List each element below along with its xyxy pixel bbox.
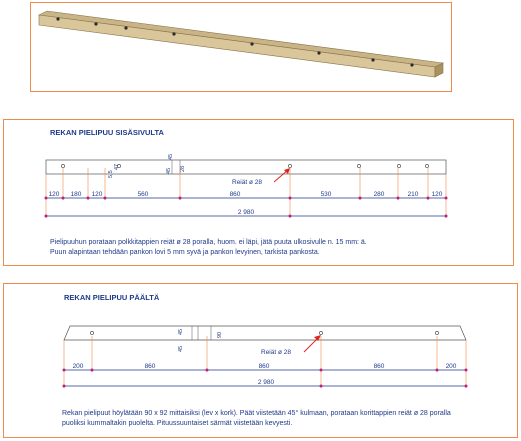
vertical-dim-label: 45	[178, 345, 184, 352]
side-hole	[288, 164, 291, 167]
dim-marker	[465, 369, 468, 372]
segment-dim-label: 860	[258, 363, 270, 370]
top-note-line2: puoliksi kummaltakin puolelta. Pituussuuntaiset särmät viistetään kevyesti.	[62, 420, 293, 427]
side-note-line1: Pielipuuhun porataan polkkitappien reiät ø 28 poralla, huom. ei läpi, jätä puuta ulkosivulle n. 15 mm: ä.	[50, 239, 367, 246]
dim-marker	[465, 385, 468, 388]
dim-marker	[45, 197, 48, 200]
segment-dim-label: 120	[91, 191, 103, 198]
dim-marker	[91, 369, 94, 372]
beam-top-face	[39, 11, 443, 67]
dim-marker	[63, 369, 66, 372]
segment-dim-label: 210	[407, 191, 419, 198]
top-view-panel	[3, 283, 518, 438]
dim-marker	[104, 197, 107, 200]
top-hole-label: Reiät ø 28	[261, 349, 291, 356]
beam-hole	[124, 26, 127, 29]
segment-dim-label: 860	[229, 191, 241, 198]
beam-hole	[172, 32, 175, 35]
side-hole	[397, 164, 400, 167]
dim-marker	[179, 197, 182, 200]
beam-3d-render	[31, 3, 451, 91]
top-view-title: REKAN PIELIPUU PÄÄLTÄ	[64, 293, 160, 302]
beam-hole	[410, 63, 413, 66]
total-dim-label: 2 980	[237, 209, 255, 216]
side-hole	[425, 164, 428, 167]
side-hole	[61, 164, 64, 167]
segment-dim-label: 530	[320, 191, 332, 198]
dim-marker	[320, 369, 323, 372]
dim-marker	[206, 369, 209, 372]
side-beam-outline	[46, 160, 446, 174]
vertical-dim-label: 28	[180, 165, 186, 172]
dim-marker	[289, 215, 292, 218]
side-view-drawing	[4, 138, 513, 248]
segment-dim-label: 180	[70, 191, 82, 198]
beam-hole	[250, 42, 253, 45]
top-view-drawing	[4, 304, 517, 424]
segment-dim-label: 560	[137, 191, 149, 198]
beam-front-face	[39, 15, 435, 77]
segment-dim-label: 120	[48, 191, 60, 198]
total-dim-label: 2 980	[257, 379, 275, 386]
dim-marker	[87, 197, 90, 200]
top-note-line1: Rekan pielipuut höylätään 90 x 92 mittaisiksi (lev x kork). Päät viistetään 45° kulmaan, porataan korittappien reiät ø 28 poralla	[62, 410, 451, 417]
beam-3d-panel	[30, 2, 452, 92]
dim-marker	[320, 385, 323, 388]
beam-hole	[56, 17, 59, 20]
dim-marker	[427, 197, 430, 200]
dim-marker	[62, 197, 65, 200]
beam-hole	[371, 58, 374, 61]
dim-marker	[397, 197, 400, 200]
dim-marker	[45, 215, 48, 218]
vertical-dim-label: 45	[178, 328, 184, 335]
dim-marker	[63, 385, 66, 388]
dim-marker	[289, 197, 292, 200]
segment-dim-label: 120	[431, 191, 443, 198]
dim-marker	[359, 197, 362, 200]
vertical-dim-label: 45	[168, 153, 174, 160]
top-beam-outline	[64, 326, 466, 340]
vertical-dim-label: 47	[114, 163, 120, 170]
dim-marker	[436, 369, 439, 372]
vertical-dim-label: 45	[166, 167, 172, 174]
side-note-line2: Puun alapintaan tehdään pankon lovi 5 mm syvä ja pankon levyinen, tarkista pankosta.	[50, 249, 320, 256]
top-hole	[319, 331, 322, 334]
segment-dim-label: 200	[445, 363, 457, 370]
side-view-note	[50, 238, 367, 258]
vertical-dim-label: 5,5	[108, 170, 114, 178]
segment-dim-label: 200	[72, 363, 84, 370]
side-hole-label: Reiät ø 28	[232, 179, 262, 186]
top-hole	[90, 331, 93, 334]
beam-hole	[94, 22, 97, 25]
top-view-note	[62, 409, 451, 429]
dim-marker	[445, 215, 448, 218]
segment-dim-label: 280	[373, 191, 385, 198]
side-hole	[357, 164, 360, 167]
dim-marker	[445, 197, 448, 200]
top-hole	[435, 331, 438, 334]
segment-dim-label: 860	[144, 363, 156, 370]
vertical-dim-label: 90	[217, 331, 223, 338]
side-view-panel	[3, 119, 514, 266]
beam-hole	[317, 51, 320, 54]
segment-dim-label: 860	[373, 363, 385, 370]
side-view-title: REKAN PIELIPUU SISÄSIVULTA	[50, 128, 164, 137]
